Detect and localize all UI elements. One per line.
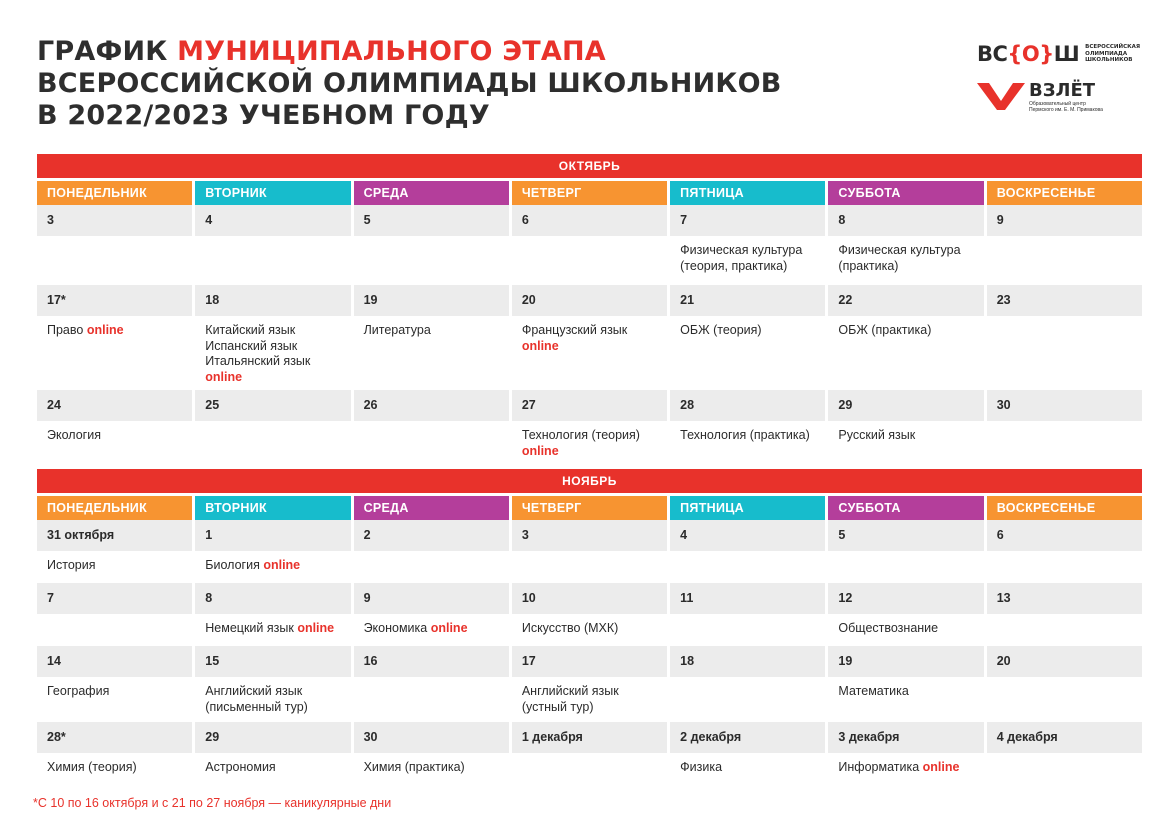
day-date: 23 (987, 285, 1142, 316)
day-date: 30 (987, 390, 1142, 421)
week-row (37, 646, 1142, 722)
day-events (987, 614, 1142, 646)
day-date: 20 (987, 646, 1142, 677)
event-text: (устный тур) (521, 699, 594, 714)
day-date: 20 (512, 285, 667, 316)
event-text: Английский язык (205, 684, 303, 698)
event-text: (практика) (838, 258, 899, 273)
event-line (364, 621, 499, 637)
weekday-header: ПОНЕДЕЛЬНИК (37, 496, 192, 520)
event-line (838, 428, 973, 444)
title-line2: ВСЕРОССИЙСКОЙ ОЛИМПИАДЫ ШКОЛЬНИКОВ (37, 68, 782, 99)
day-events (512, 421, 667, 463)
vzlet-logo (977, 81, 1109, 113)
event-text: Биология (205, 558, 260, 572)
day-date: 29 (828, 390, 983, 421)
event-text: Испанский язык (205, 338, 298, 353)
event-line (205, 684, 340, 700)
day-cell (195, 390, 350, 463)
day-cell (987, 583, 1142, 646)
event-text: Литература (363, 323, 431, 337)
day-cell (37, 722, 192, 795)
event-line (838, 621, 973, 637)
event-text: (письменный тур) (205, 699, 308, 714)
event-line (838, 259, 973, 275)
day-cell (37, 390, 192, 463)
weekday-header: СРЕДА (354, 496, 509, 520)
event-line (680, 259, 815, 275)
event-line (205, 558, 340, 574)
day-date: 4 (195, 205, 350, 236)
day-cell (512, 722, 667, 795)
day-events (987, 236, 1142, 285)
vzlet-check-icon (977, 81, 1025, 111)
day-events (354, 236, 509, 285)
day-events (987, 421, 1142, 463)
footnote: *С 10 по 16 октября и с 21 по 27 ноября — каникулярные дни (33, 796, 392, 810)
page-title (37, 36, 782, 132)
day-events (987, 677, 1142, 722)
day-date: 18 (670, 646, 825, 677)
weekday-header-row (37, 496, 1142, 520)
day-cell (828, 390, 983, 463)
event-line (680, 428, 815, 444)
event-line (838, 243, 973, 259)
event-line (47, 684, 182, 700)
day-date: 1 декабря (512, 722, 667, 753)
day-events (354, 677, 509, 722)
day-cell (37, 646, 192, 722)
weekday-header: ПЯТНИЦА (670, 181, 825, 205)
week-row (37, 583, 1142, 646)
weekday-header: ВТОРНИК (195, 496, 350, 520)
day-cell (512, 205, 667, 285)
day-events (195, 236, 350, 285)
day-cell (195, 583, 350, 646)
event-text: География (47, 684, 110, 698)
online-label: online (263, 558, 301, 572)
day-events (987, 753, 1142, 795)
online-label: online (430, 621, 468, 635)
day-date: 29 (195, 722, 350, 753)
day-date: 17* (37, 285, 192, 316)
online-label: online (297, 621, 335, 635)
day-date: 12 (828, 583, 983, 614)
day-date: 19 (828, 646, 983, 677)
title-line1-plain: ГРАФИК (37, 36, 178, 67)
vzlet-logo-desc: Образовательный центр Пермского им. Е. М. Примакова (1029, 101, 1103, 113)
day-cell (670, 285, 825, 390)
event-text: Немецкий язык (205, 621, 294, 635)
day-cell (195, 285, 350, 390)
day-cell (670, 390, 825, 463)
day-events (512, 614, 667, 646)
day-date: 2 (354, 520, 509, 551)
day-events (987, 316, 1142, 390)
day-events (512, 753, 667, 795)
day-events (37, 236, 192, 285)
day-events (828, 614, 983, 646)
title-line3: В 2022/2023 УЧЕБНОМ ГОДУ (37, 100, 490, 131)
event-line (205, 339, 340, 355)
event-text: Китайский язык (205, 323, 296, 337)
day-cell (195, 722, 350, 795)
weekday-header: ЧЕТВЕРГ (512, 181, 667, 205)
event-line (205, 700, 340, 716)
day-events (37, 677, 192, 722)
day-date: 22 (828, 285, 983, 316)
day-cell (354, 390, 509, 463)
weekday-header: ВТОРНИК (195, 181, 350, 205)
day-date: 19 (354, 285, 509, 316)
event-line (522, 700, 657, 716)
day-date: 4 (670, 520, 825, 551)
day-cell (987, 205, 1142, 285)
day-date: 2 декабря (670, 722, 825, 753)
day-cell (37, 583, 192, 646)
event-line (47, 428, 182, 444)
day-date: 10 (512, 583, 667, 614)
event-line (205, 354, 340, 370)
day-date: 15 (195, 646, 350, 677)
day-date: 27 (512, 390, 667, 421)
day-date: 9 (987, 205, 1142, 236)
october-calendar (37, 154, 1142, 463)
day-cell (670, 205, 825, 285)
event-text: Русский язык (838, 428, 916, 442)
event-text: Информатика (838, 760, 920, 774)
vsosh-logo-subtitle: ВСЕРОССИЙСКАЯ ОЛИМПИАДА ШКОЛЬНИКОВ (1085, 44, 1141, 64)
day-events (828, 421, 983, 463)
week-row (37, 285, 1142, 390)
day-events (828, 316, 983, 390)
day-date: 28 (670, 390, 825, 421)
vsosh-logo-mark: ВС{О}Ш (977, 42, 1080, 66)
event-text: Английский язык (521, 684, 619, 698)
day-cell (512, 285, 667, 390)
day-cell (354, 583, 509, 646)
day-date: 17 (512, 646, 667, 677)
day-date: 26 (354, 390, 509, 421)
event-text: Экология (47, 428, 101, 442)
weekday-header: ПЯТНИЦА (670, 496, 825, 520)
event-line (47, 760, 182, 776)
event-text: Искусство (МХК) (521, 621, 619, 635)
event-line (838, 684, 973, 700)
event-text: Физическая культура (680, 243, 803, 257)
weekday-header: ВОСКРЕСЕНЬЕ (987, 181, 1142, 205)
online-label: online (521, 443, 559, 458)
day-date: 5 (354, 205, 509, 236)
day-date: 11 (670, 583, 825, 614)
day-cell (37, 205, 192, 285)
event-text: Физика (680, 760, 723, 774)
day-cell (828, 646, 983, 722)
day-cell (195, 646, 350, 722)
day-date: 6 (987, 520, 1142, 551)
day-events (828, 677, 983, 722)
day-date: 8 (828, 205, 983, 236)
day-date: 1 (195, 520, 350, 551)
day-events (828, 236, 983, 285)
month-header: ОКТЯБРЬ (37, 154, 1142, 178)
day-date: 3 декабря (828, 722, 983, 753)
day-date: 21 (670, 285, 825, 316)
day-events (670, 421, 825, 463)
day-cell (828, 205, 983, 285)
day-events (670, 753, 825, 795)
day-events (670, 316, 825, 390)
day-cell (512, 583, 667, 646)
day-events (828, 753, 983, 795)
event-line (522, 621, 657, 637)
day-cell (987, 722, 1142, 795)
day-events (354, 614, 509, 646)
day-cell (512, 390, 667, 463)
event-line (838, 323, 973, 339)
day-events (987, 551, 1142, 583)
event-line (364, 323, 499, 339)
online-label: online (86, 323, 124, 337)
event-line (680, 323, 815, 339)
day-cell (354, 722, 509, 795)
online-label: online (205, 369, 243, 384)
day-date: 16 (354, 646, 509, 677)
event-text: Технология (практика) (680, 428, 810, 442)
title-line1-accent: МУНИЦИПАЛЬНОГО ЭТАПА (177, 36, 606, 67)
event-line (364, 760, 499, 776)
day-events (195, 677, 350, 722)
event-line (47, 323, 182, 339)
online-label: online (922, 760, 960, 774)
event-text: Технология (теория) (521, 428, 640, 442)
day-events (512, 316, 667, 390)
day-events (37, 551, 192, 583)
day-cell (828, 285, 983, 390)
day-date: 25 (195, 390, 350, 421)
day-events (512, 551, 667, 583)
day-cell (670, 646, 825, 722)
vzlet-logo-name: ВЗЛЁТ (1029, 80, 1096, 101)
week-row (37, 205, 1142, 285)
day-events (354, 316, 509, 390)
event-line (522, 428, 657, 444)
day-cell (195, 520, 350, 583)
event-line (680, 243, 815, 259)
day-events (512, 236, 667, 285)
weekday-header: ВОСКРЕСЕНЬЕ (987, 496, 1142, 520)
day-date: 4 декабря (987, 722, 1142, 753)
event-text: Право (47, 323, 84, 337)
day-date: 24 (37, 390, 192, 421)
day-events (354, 753, 509, 795)
day-events (195, 614, 350, 646)
event-text: Физическая культура (838, 243, 961, 257)
event-line (205, 323, 340, 339)
day-cell (195, 205, 350, 285)
day-cell (512, 646, 667, 722)
day-date: 7 (37, 583, 192, 614)
event-text: Французский язык (521, 323, 628, 337)
event-text: Химия (практика) (363, 760, 465, 774)
november-calendar (37, 469, 1142, 795)
event-text: ОБЖ (теория) (680, 323, 762, 337)
vsosh-logo (977, 42, 1155, 66)
day-date: 14 (37, 646, 192, 677)
event-text: ОБЖ (практика) (838, 323, 932, 337)
day-cell (354, 285, 509, 390)
day-events (354, 421, 509, 463)
day-cell (987, 390, 1142, 463)
day-cell (37, 285, 192, 390)
day-cell (828, 583, 983, 646)
day-cell (828, 520, 983, 583)
event-line (205, 621, 340, 637)
day-date: 3 (37, 205, 192, 236)
day-date: 30 (354, 722, 509, 753)
day-cell (987, 520, 1142, 583)
week-row (37, 722, 1142, 795)
week-row (37, 390, 1142, 463)
online-label: online (521, 338, 559, 353)
event-line (522, 323, 657, 339)
weekday-header: СУББОТА (828, 496, 983, 520)
day-date: 18 (195, 285, 350, 316)
day-date: 5 (828, 520, 983, 551)
day-events (670, 551, 825, 583)
event-text: Экономика (363, 621, 428, 635)
day-cell (354, 520, 509, 583)
weekday-header-row (37, 181, 1142, 205)
day-date: 28* (37, 722, 192, 753)
day-cell (354, 205, 509, 285)
day-events (195, 421, 350, 463)
day-cell (670, 520, 825, 583)
weekday-header: СРЕДА (354, 181, 509, 205)
event-line (47, 558, 182, 574)
event-text: Химия (теория) (47, 760, 137, 774)
event-text: Математика (838, 684, 909, 698)
day-cell (987, 285, 1142, 390)
day-events (195, 551, 350, 583)
event-text: Астрономия (205, 760, 276, 774)
weekday-header: ЧЕТВЕРГ (512, 496, 667, 520)
day-date: 7 (670, 205, 825, 236)
day-date: 8 (195, 583, 350, 614)
day-events (195, 316, 350, 390)
event-line (205, 760, 340, 776)
day-events (670, 614, 825, 646)
day-events (37, 421, 192, 463)
event-line (680, 760, 815, 776)
day-date: 13 (987, 583, 1142, 614)
day-events (37, 316, 192, 390)
day-date: 9 (354, 583, 509, 614)
day-cell (670, 722, 825, 795)
day-cell (987, 646, 1142, 722)
day-events (37, 753, 192, 795)
event-text: История (47, 558, 96, 572)
day-cell (37, 520, 192, 583)
day-date: 31 октября (37, 520, 192, 551)
event-text: Итальянский язык (205, 354, 311, 368)
day-events (354, 551, 509, 583)
weekday-header: СУББОТА (828, 181, 983, 205)
day-events (828, 551, 983, 583)
week-row (37, 520, 1142, 583)
day-cell (512, 520, 667, 583)
weekday-header: ПОНЕДЕЛЬНИК (37, 181, 192, 205)
event-line (838, 760, 973, 776)
day-events (37, 614, 192, 646)
event-line (522, 684, 657, 700)
event-text: (теория, практика) (680, 258, 788, 273)
day-cell (670, 583, 825, 646)
day-cell (828, 722, 983, 795)
day-date: 6 (512, 205, 667, 236)
day-events (512, 677, 667, 722)
day-cell (354, 646, 509, 722)
day-date: 3 (512, 520, 667, 551)
event-text: Обществознание (838, 621, 939, 635)
day-events (670, 677, 825, 722)
day-events (195, 753, 350, 795)
day-events (670, 236, 825, 285)
month-header: НОЯБРЬ (37, 469, 1142, 493)
